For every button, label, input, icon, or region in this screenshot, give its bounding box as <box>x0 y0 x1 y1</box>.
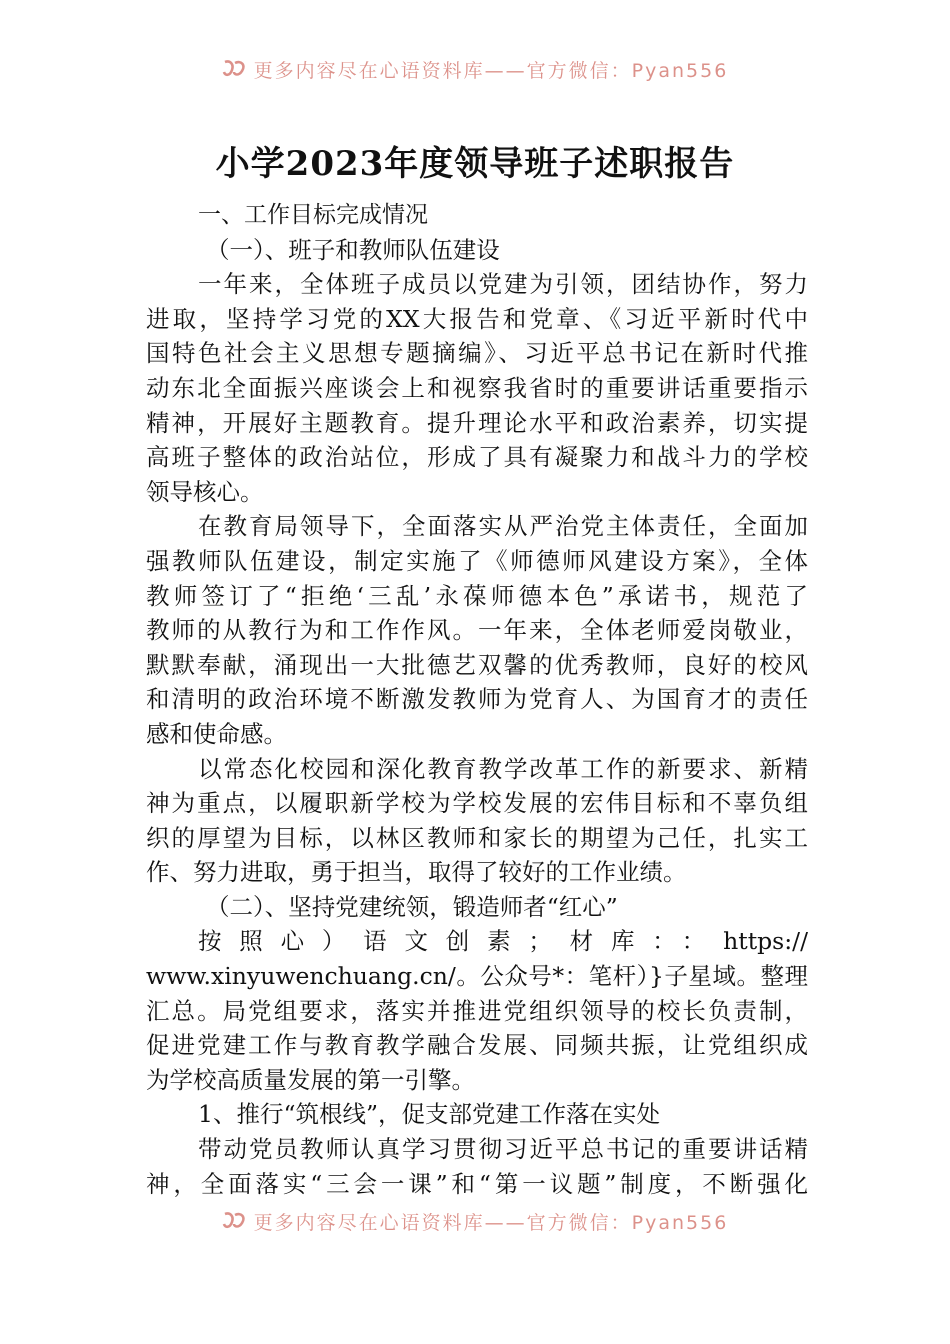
paragraph-line: 和清明的政治环境不断激发教师为党育人、为国育才的责任 <box>146 685 808 714</box>
watermark-bottom <box>0 1206 950 1236</box>
paragraph-line: 神为重点，以履职新学校为学校发展的宏伟目标和不辜负组 <box>146 789 808 818</box>
paragraph-line: 动东北全面振兴座谈会上和视察我省时的重要讲话重要指示 <box>146 373 808 402</box>
paragraph-line: 教师的从教行为和工作作风。一年来，全体老师爱岗敬业， <box>146 616 808 645</box>
page-title: 小学2023年度领导班子述职报告 <box>215 144 735 184</box>
paragraph-line: 教师签订了“拒绝‘三乱’永葆师德本色”承诺书，规范了 <box>146 581 808 610</box>
subsection-1-heading: 1、推行“筑根线”，促支部党建工作落在实处 <box>198 1100 660 1129</box>
paragraph-4 <box>146 924 808 1097</box>
watermark-top <box>0 54 950 84</box>
watermark-logo-icon <box>222 58 248 80</box>
document-body <box>146 198 808 1201</box>
watermark-text: 更多内容尽在心语资料库——官方微信：Pyan556 <box>253 1211 729 1234</box>
paragraph-line: 进取，坚持学习党的XX大报告和党章、《习近平新时代中 <box>146 304 808 333</box>
paragraph-line: 汇总。局党组要求，落实并推进党组织领导的校长负责制， <box>146 996 808 1025</box>
paragraph-5 <box>146 1132 808 1201</box>
paragraph-line: 带动党员教师认真学习贯彻习近平总书记的重要讲话精 <box>198 1135 808 1164</box>
heading-1: 一、工作目标完成情况 <box>198 202 428 228</box>
paragraph-line: www.xinyuwenchuang.cn/。公众号*：笔杆）}子星域。整理 <box>146 962 808 991</box>
paragraph-line: 国特色社会主义思想专题摘编》、习近平总书记在新时代推 <box>146 339 808 368</box>
paragraph-line: 神，全面落实“三会一课”和“第一议题”制度，不断强化 <box>146 1169 808 1198</box>
paragraph-line: 在教育局领导下，全面落实从严治党主体责任，全面加 <box>198 512 808 541</box>
paragraph-3 <box>146 752 808 890</box>
paragraph-line: 高班子整体的政治站位，形成了具有凝聚力和战斗力的学校 <box>146 443 808 472</box>
paragraph-line: 为学校高质量发展的第一引擎。 <box>146 1065 475 1094</box>
section-1-heading: （一）、班子和教师队伍建设 <box>206 235 500 264</box>
paragraph-line: 作、努力进取，勇于担当，取得了较好的工作业绩。 <box>146 858 687 887</box>
watermark-logo-icon <box>222 1210 248 1232</box>
paragraph-line: 精神，开展好主题教育。提升理论水平和政治素养，切实提 <box>146 408 808 437</box>
paragraph-line: 感和使命感。 <box>146 719 287 748</box>
watermark-text: 更多内容尽在心语资料库——官方微信：Pyan556 <box>253 59 729 82</box>
paragraph-line: 一年来，全体班子成员以党建为引领，团结协作，努力 <box>198 270 808 299</box>
paragraph-2 <box>146 509 808 751</box>
paragraph-line: 强教师队伍建设，制定实施了《师德师风建设方案》，全体 <box>146 546 808 575</box>
paragraph-1 <box>146 267 808 509</box>
paragraph-line: 织的厚望为目标，以林区教师和家长的期望为己任，扎实工 <box>146 823 808 852</box>
section-2-heading: （二）、坚持党建统领，锻造师者“红心” <box>206 892 618 921</box>
paragraph-line: 按照心）语文创素；材库：：https:// <box>198 927 808 956</box>
paragraph-line: 默默奉献，涌现出一大批德艺双馨的优秀教师，良好的校风 <box>146 650 808 679</box>
paragraph-line: 促进党建工作与教育教学融合发展、同频共振，让党组织成 <box>146 1031 808 1060</box>
paragraph-line: 以常态化校园和深化教育教学改革工作的新要求、新精 <box>198 754 808 783</box>
paragraph-line: 领导核心。 <box>146 477 264 506</box>
